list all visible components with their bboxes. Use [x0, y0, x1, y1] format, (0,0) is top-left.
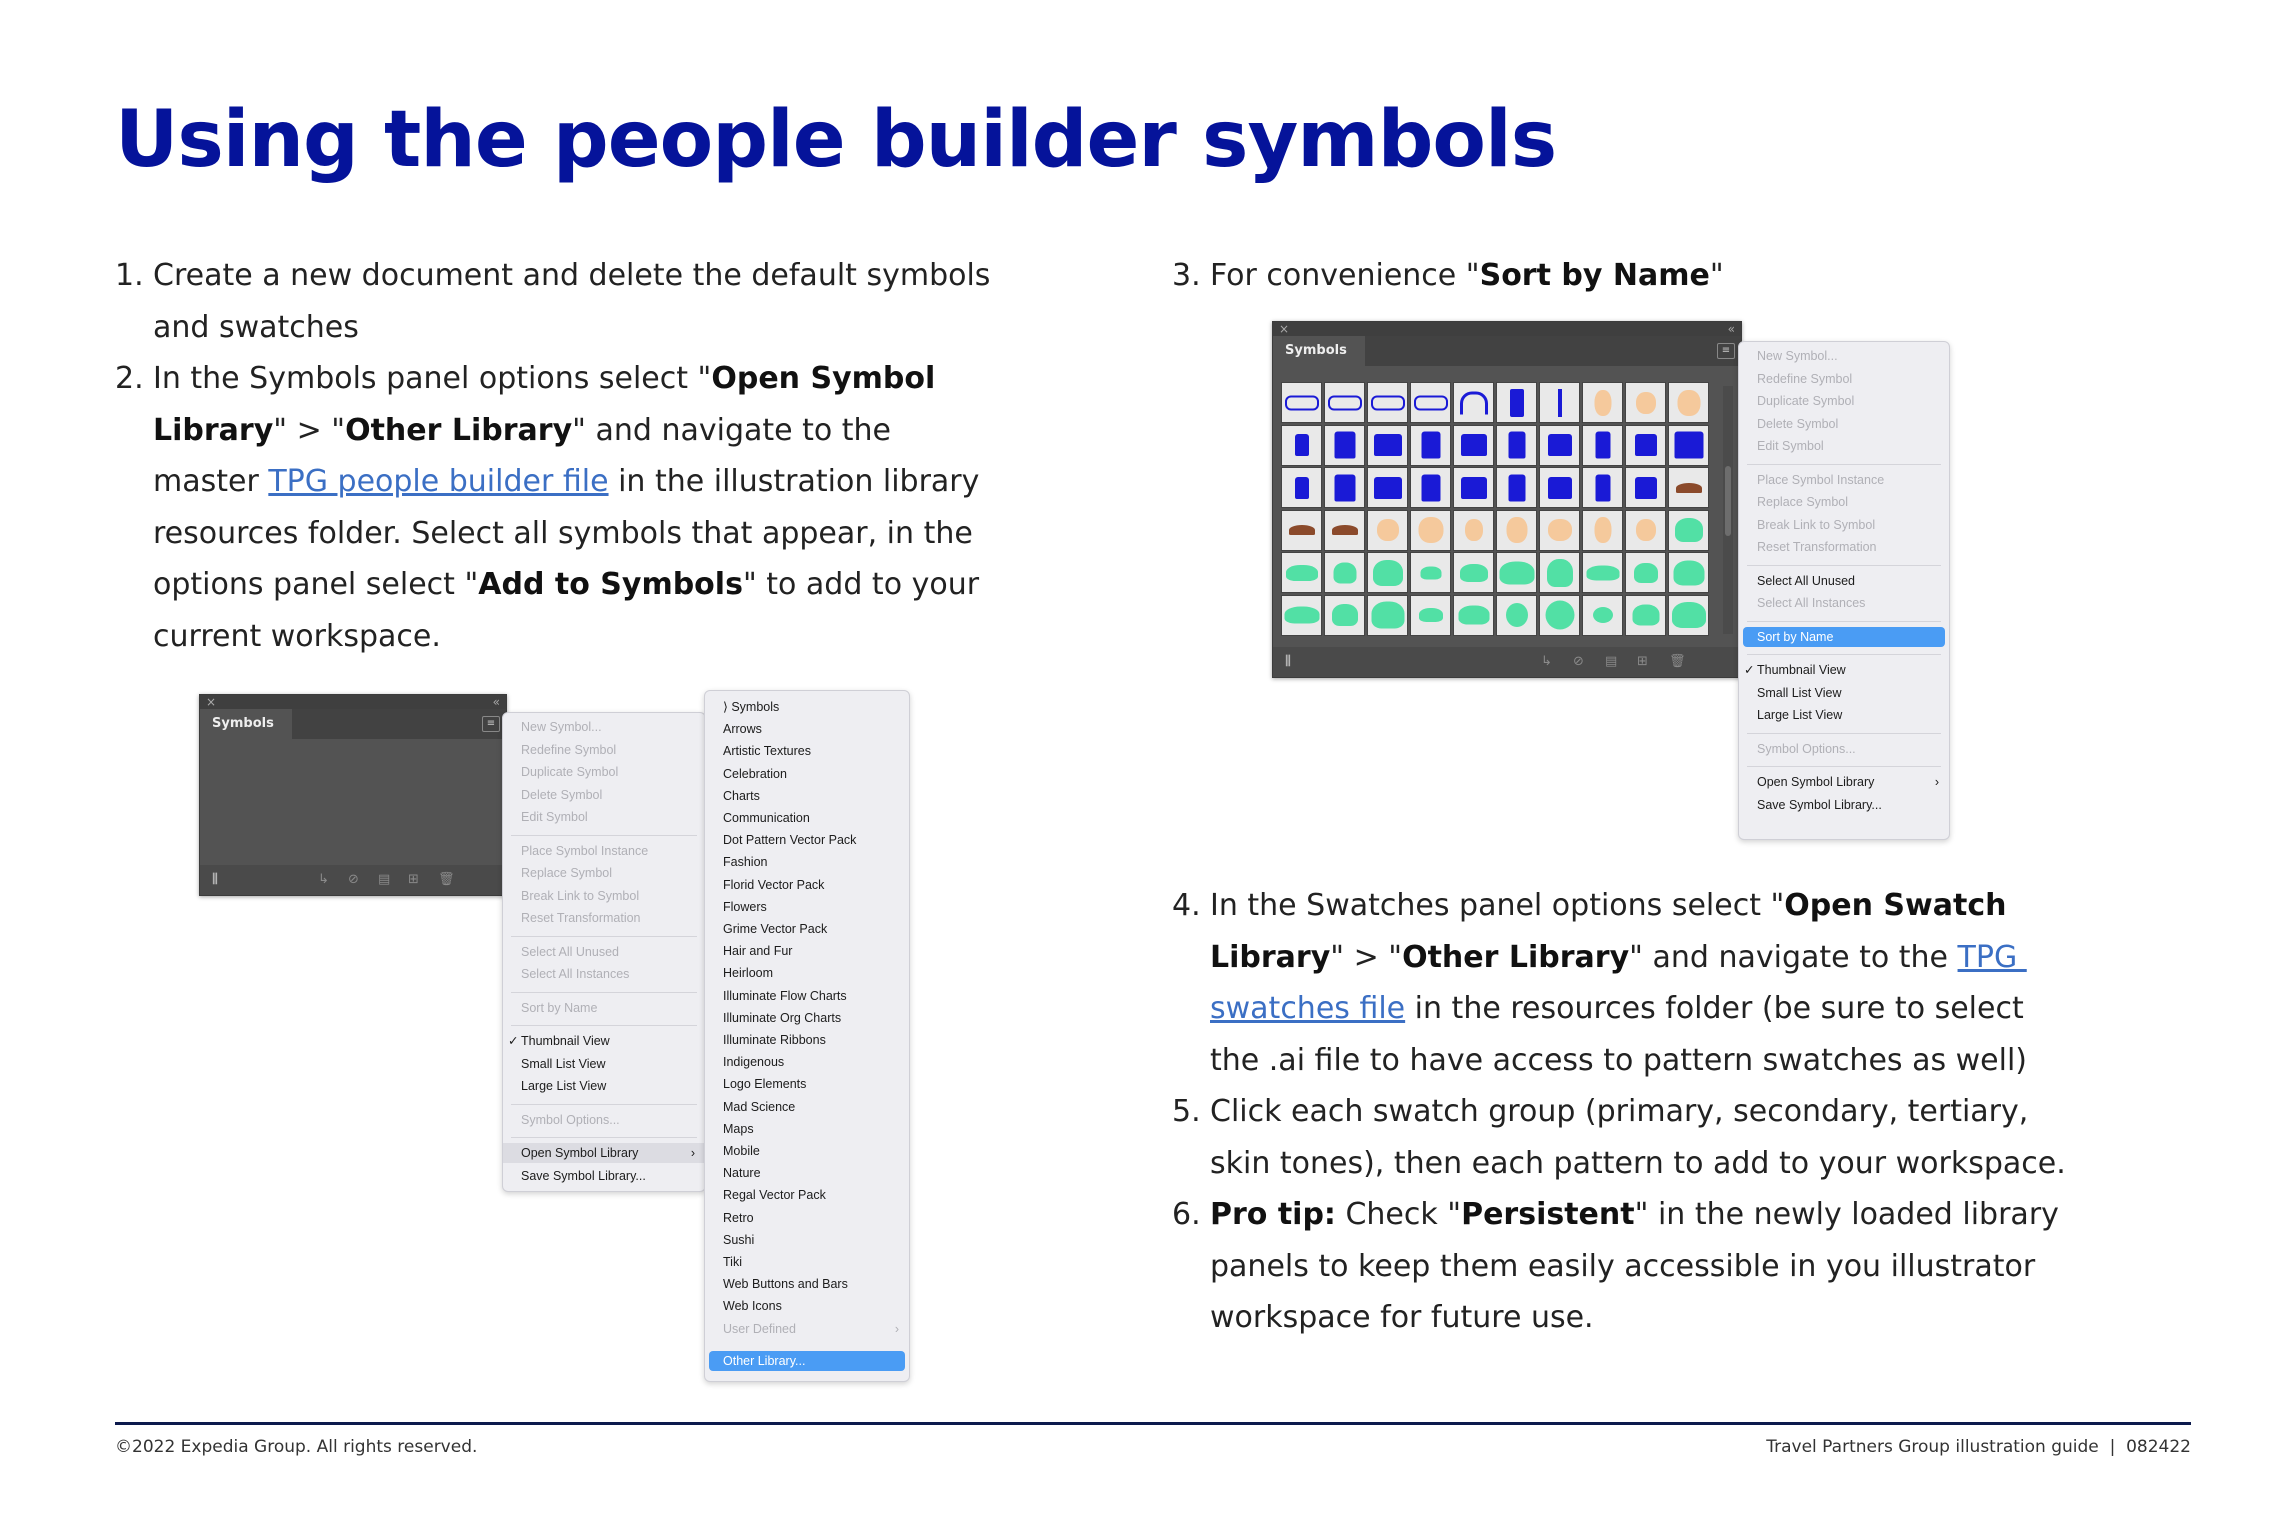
menu-item-regal-vector-pack[interactable]: Regal Vector Pack — [723, 1188, 826, 1203]
symbol-icon — [1465, 519, 1483, 541]
symbol-thumbnail[interactable] — [1367, 552, 1408, 593]
menu-item-select-all-unused[interactable]: Select All Unused — [1757, 573, 1855, 588]
symbol-icon — [1414, 395, 1448, 410]
symbol-thumbnail[interactable] — [1281, 552, 1322, 593]
symbol-icon — [1460, 391, 1488, 414]
menu-item-symbol-options[interactable]: Symbol Options... — [1757, 741, 1856, 756]
step-5: 5. Click each swatch group (primary, secondary, tertiary, skin tones), then each pattern to add to your workspace. — [1172, 1094, 2066, 1181]
menu-item-duplicate-symbol[interactable]: Duplicate Symbol — [521, 765, 619, 779]
menu-item-heirloom[interactable]: Heirloom — [723, 966, 774, 981]
symbol-thumbnail[interactable] — [1496, 382, 1537, 423]
symbol-icon — [1595, 432, 1610, 459]
page-title: Using the people builder symbols — [115, 95, 1557, 185]
symbol-icon — [1594, 390, 1611, 416]
menu-item-logo-elements[interactable]: Logo Elements — [723, 1077, 807, 1092]
symbol-thumbnail[interactable] — [1324, 467, 1365, 508]
symbol-icon — [1586, 565, 1619, 580]
collapse-icon[interactable]: « — [492, 695, 500, 709]
close-icon[interactable]: × — [206, 695, 217, 709]
menu-item-select-all-unused[interactable]: Select All Unused — [521, 944, 619, 959]
symbol-thumbnail[interactable] — [1625, 595, 1666, 636]
menu-item-edit-symbol[interactable]: Edit Symbol — [521, 810, 588, 824]
symbol-icon — [1510, 389, 1524, 417]
menu-item-web-buttons-and-bars[interactable]: Web Buttons and Bars — [723, 1277, 848, 1292]
symbol-icon — [1289, 525, 1315, 535]
menu-item-place-symbol-instance[interactable]: Place Symbol Instance — [521, 843, 649, 858]
menu-item-break-link-to-symbol[interactable]: Break Link to Symbol — [1757, 517, 1876, 532]
symbol-thumbnail[interactable] — [1496, 467, 1537, 508]
step-2: 2. In the Symbols panel options select "Open Symbol Library" > "Other Library" and navigate to the master TPG people builder file in the illustration library resources folder. Select all symbols that appear, in the options panel select "Add to Symbols" to add to your current workspace. — [115, 361, 980, 654]
symbols-options-menu-sort — [1738, 341, 1950, 840]
symbol-icon — [1635, 434, 1657, 456]
symbol-icon — [1595, 474, 1610, 501]
tab-symbols[interactable]: Symbols — [1273, 336, 1365, 366]
symbol-thumbnail[interactable] — [1281, 382, 1322, 423]
symbol-thumbnail[interactable] — [1410, 552, 1451, 593]
symbol-icon — [1295, 477, 1309, 499]
symbol-thumbnail[interactable] — [1367, 467, 1408, 508]
menu-item-select-all-instances[interactable]: Select All Instances — [1757, 596, 1866, 610]
menu-separator — [511, 1025, 697, 1026]
menu-item-fashion[interactable]: Fashion — [723, 855, 768, 870]
menu-item-maps[interactable]: Maps — [723, 1121, 754, 1136]
symbol-thumbnail[interactable] — [1496, 552, 1537, 593]
symbol-thumbnail[interactable] — [1582, 595, 1623, 636]
collapse-icon[interactable]: « — [1727, 322, 1735, 336]
place-instance-icon[interactable]: ↳ — [1541, 654, 1552, 669]
symbol-thumbnail[interactable] — [1324, 552, 1365, 593]
menu-item-new-symbol[interactable]: New Symbol... — [521, 720, 602, 734]
symbol-thumbnail[interactable] — [1367, 595, 1408, 636]
symbol-thumbnail[interactable] — [1668, 467, 1709, 508]
symbol-icon — [1284, 607, 1319, 624]
symbol-icon — [1499, 561, 1534, 584]
menu-separator — [511, 936, 697, 937]
menu-item-replace-symbol[interactable]: Replace Symbol — [521, 866, 613, 880]
menu-item-other-library[interactable]: Other Library... — [709, 1351, 905, 1371]
symbol-icon — [1461, 434, 1487, 456]
symbol-thumbnail[interactable] — [1625, 552, 1666, 593]
menu-separator — [511, 835, 697, 836]
menu-item-symbols[interactable]: ⟩ Symbols — [723, 700, 780, 714]
menu-item-celebration[interactable]: Celebration — [723, 766, 787, 781]
symbol-icon — [1373, 560, 1403, 586]
symbol-thumbnail[interactable] — [1453, 425, 1494, 466]
symbol-thumbnail[interactable] — [1582, 467, 1623, 508]
symbol-thumbnail[interactable] — [1453, 467, 1494, 508]
menu-item-sort-by-name[interactable]: Sort by Name — [1743, 627, 1945, 647]
symbol-thumbnail[interactable] — [1367, 382, 1408, 423]
symbol-icon — [1506, 603, 1528, 627]
chevron-right-icon: › — [1934, 775, 1939, 789]
break-link-icon[interactable]: ⊘ — [348, 872, 359, 887]
menu-item-large-list-view[interactable]: Large List View — [1757, 708, 1843, 722]
menu-item-duplicate-symbol[interactable]: Duplicate Symbol — [1757, 394, 1855, 408]
footer-copyright: ©2022 Expedia Group. All rights reserved. — [115, 1437, 478, 1457]
menu-item-place-symbol-instance[interactable]: Place Symbol Instance — [1757, 472, 1885, 487]
menu-item-illuminate-org-charts[interactable]: Illuminate Org Charts — [723, 1010, 842, 1025]
symbol-thumbnail[interactable] — [1539, 425, 1580, 466]
menu-item-break-link-to-symbol[interactable]: Break Link to Symbol — [521, 888, 640, 903]
menu-item-open-symbol-library[interactable]: Open Symbol Library › — [503, 1143, 705, 1163]
symbols-panel-empty — [199, 694, 507, 896]
step-6: 6. Pro tip: Check "Persistent" in the newly loaded library panels to keep them easily accessible in you illustrator workspace for future use. — [1172, 1197, 2059, 1335]
menu-separator — [1747, 464, 1941, 465]
menu-item-delete-symbol[interactable]: Delete Symbol — [521, 787, 603, 802]
symbol-icon — [1672, 602, 1706, 628]
panel-menu-icon[interactable]: ≡ — [1717, 343, 1735, 359]
symbol-thumbnail[interactable] — [1496, 510, 1537, 551]
symbol-icon — [1328, 395, 1362, 410]
menu-item-new-symbol[interactable]: New Symbol... — [1757, 349, 1838, 363]
symbol-icon — [1676, 483, 1702, 493]
symbols-options-menu — [502, 712, 706, 1192]
symbol-thumbnail[interactable] — [1324, 425, 1365, 466]
menu-separator — [1747, 733, 1941, 734]
symbol-thumbnail[interactable] — [1410, 467, 1451, 508]
options-icon[interactable]: ▤ — [378, 872, 391, 887]
menu-item-symbol-options[interactable]: Symbol Options... — [521, 1112, 620, 1127]
symbol-icon — [1333, 562, 1356, 583]
menu-item-illuminate-flow-charts[interactable]: Illuminate Flow Charts — [723, 988, 847, 1003]
menu-item-save-symbol-library[interactable]: Save Symbol Library... — [521, 1168, 646, 1183]
symbol-thumbnail[interactable] — [1410, 510, 1451, 551]
menu-item-dot-pattern-vector-pack[interactable]: Dot Pattern Vector Pack — [723, 833, 857, 848]
symbol-thumbnail[interactable] — [1668, 552, 1709, 593]
symbol-icon — [1420, 566, 1441, 579]
symbol-library-submenu — [704, 690, 910, 1382]
menu-item-artistic-textures[interactable]: Artistic Textures — [723, 744, 811, 759]
symbol-thumbnail[interactable] — [1367, 425, 1408, 466]
menu-item-small-list-view[interactable]: Small List View — [521, 1056, 606, 1071]
symbol-icon — [1295, 434, 1309, 456]
symbol-thumbnail[interactable] — [1625, 425, 1666, 466]
symbol-thumbnail[interactable] — [1668, 425, 1709, 466]
symbol-icon — [1285, 395, 1319, 410]
menu-item-reset-transformation[interactable]: Reset Transformation — [521, 911, 641, 925]
symbol-icon — [1506, 517, 1527, 543]
symbol-icon — [1558, 389, 1562, 417]
menu-separator — [511, 1104, 697, 1105]
symbol-thumbnail[interactable] — [1324, 382, 1365, 423]
symbol-icon — [1286, 565, 1318, 581]
symbol-icon — [1374, 477, 1402, 499]
symbol-thumbnail[interactable] — [1453, 510, 1494, 551]
file-link[interactable]: TPG — [1957, 939, 2027, 975]
menu-item-thumbnail-view[interactable]: ✓ Thumbnail View — [1739, 660, 1949, 680]
menu-item-delete-symbol[interactable]: Delete Symbol — [1757, 416, 1839, 431]
symbol-thumbnail[interactable] — [1539, 467, 1580, 508]
symbol-thumbnail[interactable] — [1281, 595, 1322, 636]
tab-symbols[interactable]: Symbols — [200, 709, 292, 739]
symbol-thumbnail[interactable] — [1496, 595, 1537, 636]
symbols-panel-populated — [1272, 321, 1742, 678]
symbol-icon — [1458, 606, 1489, 625]
menu-item-user-defined[interactable]: User Defined › — [705, 1319, 909, 1339]
library-icon[interactable]: ⫼ — [212, 872, 218, 887]
symbol-thumbnail[interactable] — [1281, 425, 1322, 466]
symbol-icon — [1377, 519, 1399, 541]
symbol-thumbnail[interactable] — [1582, 425, 1623, 466]
footer-guide-info: Travel Partners Group illustration guide | 082422 — [1766, 1437, 2191, 1457]
symbol-thumbnail[interactable] — [1367, 510, 1408, 551]
symbol-thumbnail[interactable] — [1410, 595, 1451, 636]
close-icon[interactable]: × — [1279, 322, 1290, 336]
symbol-thumbnail[interactable] — [1281, 510, 1322, 551]
menu-item-arrows[interactable]: Arrows — [723, 722, 762, 737]
symbol-thumbnail[interactable] — [1453, 382, 1494, 423]
symbol-icon — [1332, 604, 1358, 626]
symbol-icon — [1548, 434, 1572, 456]
symbol-thumbnail[interactable] — [1539, 510, 1580, 551]
menu-item-thumbnail-view[interactable]: ✓ Thumbnail View — [503, 1031, 705, 1051]
symbols-grid — [1281, 382, 1711, 637]
menu-item-redefine-symbol[interactable]: Redefine Symbol — [521, 742, 617, 757]
options-icon[interactable]: ▤ — [1605, 654, 1618, 669]
symbol-icon — [1418, 517, 1443, 543]
symbol-icon — [1334, 432, 1355, 459]
chevron-right-icon: › — [690, 1146, 695, 1160]
menu-item-web-icons[interactable]: Web Icons — [723, 1299, 782, 1314]
chevron-right-icon: › — [894, 1321, 899, 1336]
menu-item-select-all-instances[interactable]: Select All Instances — [521, 967, 630, 981]
menu-separator — [511, 1137, 697, 1138]
menu-separator — [511, 992, 697, 993]
trash-icon[interactable]: 🗑 — [1669, 654, 1686, 669]
symbol-icon — [1421, 474, 1440, 501]
symbol-icon — [1548, 477, 1572, 499]
menu-separator — [1747, 565, 1941, 566]
symbol-icon — [1461, 477, 1487, 499]
symbol-thumbnail[interactable] — [1582, 552, 1623, 593]
symbol-thumbnail[interactable] — [1582, 382, 1623, 423]
symbol-icon — [1419, 608, 1443, 622]
symbol-thumbnail[interactable] — [1668, 382, 1709, 423]
symbol-thumbnail[interactable] — [1281, 467, 1322, 508]
menu-item-replace-symbol[interactable]: Replace Symbol — [1757, 495, 1849, 509]
step-1: 1. Create a new document and delete the default symbols and swatches — [115, 258, 991, 345]
symbol-icon — [1371, 395, 1405, 410]
symbol-icon — [1677, 390, 1700, 416]
menu-item-mobile[interactable]: Mobile — [723, 1144, 760, 1158]
checkmark-icon: ✓ — [1744, 663, 1755, 677]
symbol-thumbnail[interactable] — [1668, 510, 1709, 551]
menu-item-small-list-view[interactable]: Small List View — [1757, 685, 1842, 700]
file-link[interactable]: TPG people builder file — [268, 464, 609, 499]
symbol-icon — [1593, 607, 1613, 623]
menu-item-hair-and-fur[interactable]: Hair and Fur — [723, 944, 793, 959]
menu-item-grime-vector-pack[interactable]: Grime Vector Pack — [723, 922, 828, 936]
symbol-icon — [1673, 560, 1704, 585]
symbol-thumbnail[interactable] — [1582, 510, 1623, 551]
panel-menu-icon[interactable]: ≡ — [482, 716, 500, 732]
symbol-icon — [1334, 474, 1355, 501]
symbol-icon — [1547, 559, 1573, 587]
menu-item-illuminate-ribbons[interactable]: Illuminate Ribbons — [723, 1033, 826, 1047]
menu-item-large-list-view[interactable]: Large List View — [521, 1079, 607, 1093]
checkmark-icon: ✓ — [508, 1034, 519, 1048]
symbol-icon — [1674, 432, 1703, 459]
symbol-thumbnail[interactable] — [1496, 425, 1537, 466]
menu-separator — [1747, 766, 1941, 767]
symbol-thumbnail[interactable] — [1539, 595, 1580, 636]
step-4: 4. In the Swatches panel options select "Open Swatch Library" > "Other Library" and navigate to the TPG swatches file in the resources folder (be sure to select the .ai file to have access to pattern swatches as well) — [1172, 888, 2027, 1078]
menu-item-open-symbol-library[interactable]: Open Symbol Library › — [1739, 772, 1949, 792]
symbol-thumbnail[interactable] — [1324, 595, 1365, 636]
new-symbol-icon[interactable]: ⊞ — [1637, 654, 1648, 669]
symbol-icon — [1371, 602, 1404, 629]
symbol-icon — [1548, 519, 1572, 541]
file-link[interactable]: swatches file — [1210, 991, 1406, 1026]
menu-item-indigenous[interactable]: Indigenous — [723, 1055, 785, 1070]
menu-item-communication[interactable]: Communication — [723, 811, 810, 825]
menu-item-tiki[interactable]: Tiki — [723, 1255, 742, 1269]
break-link-icon[interactable]: ⊘ — [1573, 654, 1584, 669]
menu-separator — [1747, 621, 1941, 622]
symbol-icon — [1632, 605, 1659, 626]
scrollbar[interactable] — [1723, 386, 1733, 634]
symbol-thumbnail[interactable] — [1453, 595, 1494, 636]
symbol-thumbnail[interactable] — [1539, 382, 1580, 423]
symbol-icon — [1635, 477, 1657, 499]
menu-item-mad-science[interactable]: Mad Science — [723, 1099, 796, 1114]
menu-item-redefine-symbol[interactable]: Redefine Symbol — [1757, 371, 1853, 386]
menu-item-florid-vector-pack[interactable]: Florid Vector Pack — [723, 877, 825, 892]
symbol-icon — [1508, 474, 1525, 501]
steps-right-list — [1172, 880, 2092, 1344]
symbol-thumbnail[interactable] — [1410, 382, 1451, 423]
steps-left-list — [115, 250, 995, 662]
symbol-thumbnail[interactable] — [1625, 510, 1666, 551]
symbol-thumbnail[interactable] — [1539, 552, 1580, 593]
symbol-icon — [1374, 434, 1402, 456]
symbol-thumbnail[interactable] — [1625, 467, 1666, 508]
symbol-icon — [1460, 564, 1488, 582]
trash-icon[interactable]: 🗑 — [438, 872, 455, 887]
menu-item-flowers[interactable]: Flowers — [723, 899, 767, 914]
menu-item-sushi[interactable]: Sushi — [723, 1232, 755, 1247]
symbol-thumbnail[interactable] — [1668, 595, 1709, 636]
symbol-thumbnail[interactable] — [1324, 510, 1365, 551]
menu-item-save-symbol-library[interactable]: Save Symbol Library... — [1757, 797, 1882, 812]
symbol-icon — [1332, 525, 1358, 535]
new-symbol-icon[interactable]: ⊞ — [408, 872, 419, 887]
footer-rule — [115, 1422, 2191, 1425]
place-instance-icon[interactable]: ↳ — [318, 872, 329, 887]
symbol-icon — [1421, 432, 1440, 459]
symbol-icon — [1636, 392, 1656, 414]
step-3: 3. For convenience "Sort by Name" — [1172, 258, 1724, 293]
symbol-icon — [1594, 517, 1611, 543]
step-3-list — [1172, 250, 2072, 302]
symbol-icon — [1636, 519, 1656, 541]
menu-item-charts[interactable]: Charts — [723, 788, 760, 803]
menu-item-reset-transformation[interactable]: Reset Transformation — [1757, 540, 1877, 554]
symbol-icon — [1675, 518, 1703, 542]
menu-item-sort-by-name[interactable]: Sort by Name — [521, 1000, 598, 1015]
symbol-thumbnail[interactable] — [1410, 425, 1451, 466]
symbol-icon — [1634, 563, 1658, 583]
menu-item-edit-symbol[interactable]: Edit Symbol — [1757, 439, 1824, 453]
menu-item-retro[interactable]: Retro — [723, 1210, 754, 1225]
symbol-thumbnail[interactable] — [1453, 552, 1494, 593]
library-icon[interactable]: ⫼ — [1285, 654, 1291, 669]
menu-item-nature[interactable]: Nature — [723, 1166, 761, 1181]
symbol-thumbnail[interactable] — [1625, 382, 1666, 423]
menu-separator — [1747, 654, 1941, 655]
symbol-icon — [1545, 601, 1574, 630]
symbol-icon — [1508, 432, 1525, 459]
